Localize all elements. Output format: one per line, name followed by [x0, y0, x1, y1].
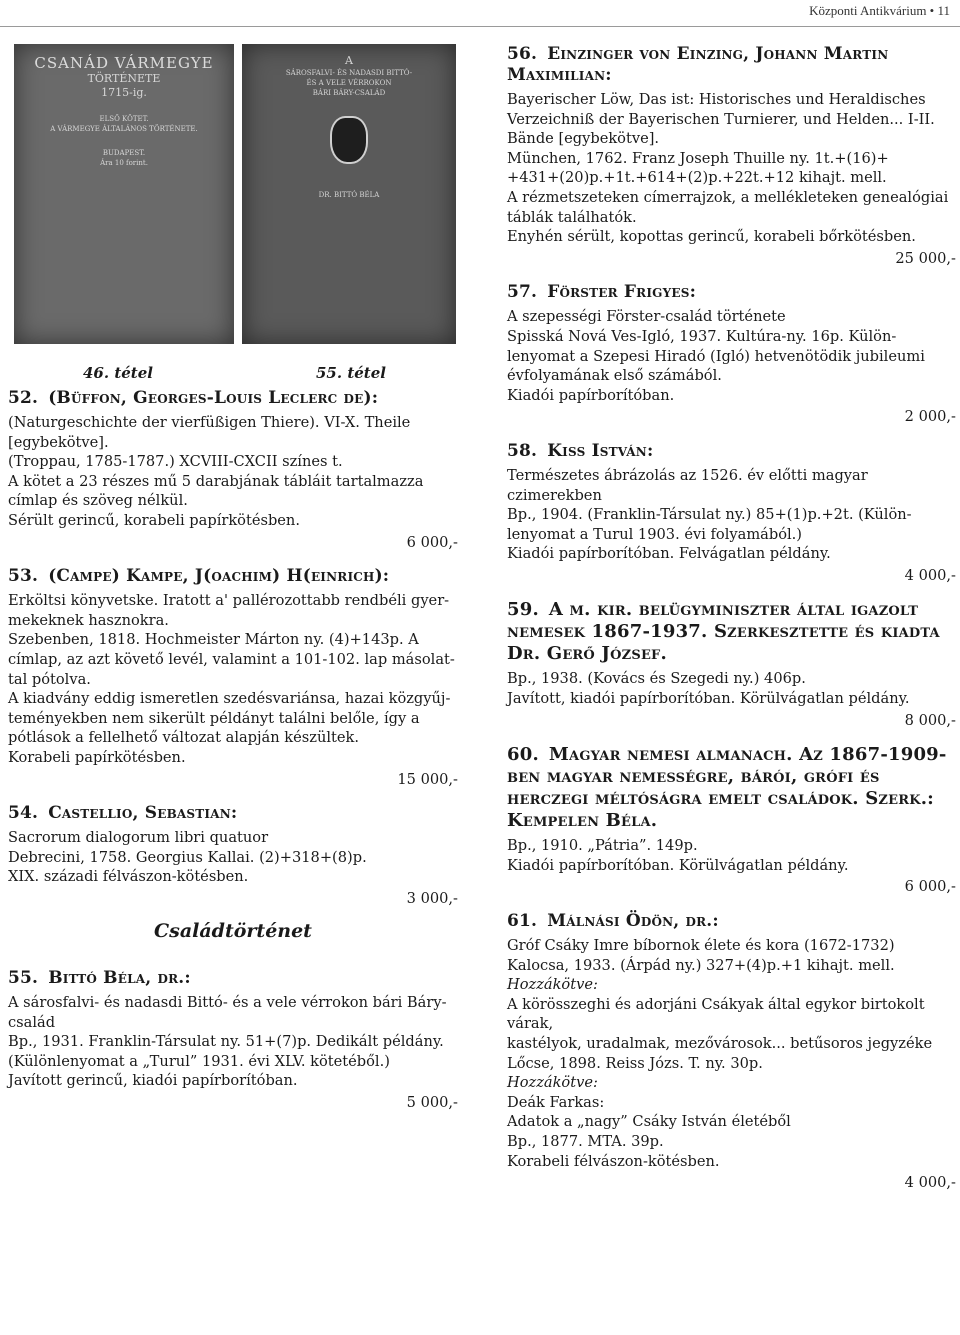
cover-line: ELSŐ KÖTET. [99, 115, 149, 123]
entry-number: 55. [8, 968, 39, 989]
entry-description-line: Korabeli papírkötésben. [8, 748, 186, 766]
entry-author-title: Málnási Ödön, dr.: [547, 911, 719, 932]
catalog-entry [507, 282, 956, 427]
cover-line: CSANÁD VÁRMEGYE [34, 54, 214, 72]
cover-line: BÁRI BÁRY-CSALÁD [312, 89, 386, 97]
cover-line: DR. BITTÓ BÉLA [318, 191, 380, 199]
entry-description-line: évfolyamának első számából. [507, 367, 722, 385]
entry-author-title: Förster Frigyes: [547, 282, 697, 303]
catalog-entry [507, 911, 956, 1193]
entry-heading [8, 388, 458, 409]
entry-description-line: Kiadói papírborítóban. [507, 386, 675, 404]
left-entries [8, 388, 458, 908]
bound-with-label: Hozzákötve: [507, 976, 598, 994]
cover-line: ÉS A VELE VÉRROKON [306, 79, 392, 87]
page-header [0, 0, 960, 27]
entry-description-line: +431+(20)p.+1t.+614+(2)p.+22t.+12 kihajt. mell. [507, 169, 887, 187]
entry-heading [507, 44, 956, 86]
catalog-entry [8, 566, 458, 789]
catalog-entry [507, 44, 956, 268]
entry-author-title: A m. kir. belügyminiszter által igazolt nemesek 1867-1937. Szerkesztette és kiadta Dr. Gerő József. [507, 599, 940, 665]
entry-description-line: Kiadói papírborítóban. Körülvágatlan példány. [507, 856, 849, 874]
entry-description-line: család [8, 1013, 56, 1031]
cover-line: TÖRTÉNETE [87, 72, 161, 85]
right-column [507, 44, 956, 1207]
entry-description-line: Bayerischer Löw, Das ist: Historisches und Heraldisches [507, 91, 926, 108]
entry-description-line: A sárosfalvi- és nadasdi Bittó- és a vele vérrokon bári Báry- [8, 994, 447, 1012]
entry-author-title: (Campe) Kampe, J(oachim) H(einrich): [48, 566, 390, 587]
entry-heading [507, 599, 956, 665]
entry-author-title: Castellio, Sebastian: [48, 803, 238, 824]
entry-description-line: A kötet a 23 részes mű 5 darabjának tábláit tartalmazza [8, 472, 424, 490]
entry-description-line: Kalocsa, 1933. (Árpád ny.) 327+(4)p.+1 kihajt. mell. [507, 956, 895, 974]
catalog-entry [8, 388, 458, 552]
coat-of-arms-icon [330, 116, 368, 164]
entry-heading [8, 803, 458, 824]
entry-description-line: A szepességi Förster-család története [507, 308, 786, 326]
entry-description-line: mekeknek hasznokra. [8, 611, 169, 629]
entry-price: 5 000,- [406, 1094, 458, 1112]
entry-author-title: (Büffon, Georges-Louis Leclerc de): [48, 388, 379, 408]
entry-price: 25 000,- [895, 249, 956, 267]
entry-description-line: Bp., 1938. (Kovács és Szegedi ny.) 406p. [507, 670, 806, 688]
entry-description-line: (Troppau, 1785-1787.) XCVIII-CXCII színes t. [8, 453, 343, 471]
entry-author-title: Kiss István: [547, 440, 654, 461]
entry-description-line: lenyomat a Turul 1903. évi folyamából.) [507, 525, 803, 543]
cover-line [28, 100, 220, 114]
catalog-entry [8, 968, 458, 1113]
cover-line: A VÁRMEGYE ÁLTALÁNOS TÖRTÉNETE. [50, 125, 198, 133]
entry-description-line: A rézmetszeteken címerrajzok, a mellékleteken genealógiai [507, 188, 949, 206]
entry-description-line: Szebenben, 1818. Hochmeister Márton ny. (4)+143p. A [8, 631, 419, 649]
entry-description-line: kastélyok, uradalmak, mezővárosok... betűsoros jegyzéke [507, 1035, 933, 1052]
entry-number: 61. [507, 911, 538, 932]
catalog-entry [507, 441, 956, 586]
book-cover-photo-46 [14, 44, 234, 344]
entry-price: 6 000,- [904, 878, 956, 896]
cover-line [28, 134, 220, 148]
entry-description-line: táblák találhatók. [507, 208, 637, 226]
entry-description-line: Természetes ábrázolás az 1526. év előtti magyar czimerekben [507, 466, 868, 504]
entry-heading [8, 968, 458, 989]
entry-description-line: Bp., 1904. (Franklin-Társulat ny.) 85+(1)p.+2t. (Külön- [507, 506, 912, 524]
entry-description-line: címlap, az azt követő levél, valamint a 101-102. lap másolat- [8, 650, 455, 668]
entry-author-title: Bittó Béla, dr.: [48, 968, 191, 989]
entry-description-line: Sérült gerincű, korabeli papírkötésben. [8, 511, 300, 529]
entry-number: 59. [507, 599, 539, 621]
entry-heading [507, 911, 956, 932]
entry-price: 2 000,- [904, 408, 956, 426]
catalog-entry [8, 803, 458, 908]
entry-description-line: Erköltsi könyvetske. Iratott a' pallérozottabb rendbéli gyer- [8, 592, 450, 610]
entry-description-line: Bp., 1931. Franklin-Társulat ny. 51+(7)p. Dedikált példány. [8, 1033, 444, 1051]
entry-heading [507, 282, 956, 303]
entry-description-line: Gróf Csáky Imre bíbornok élete és kora (1672-1732) [507, 937, 895, 955]
entry-number: 53. [8, 566, 39, 587]
cover-line: 1715-ig. [101, 86, 147, 99]
entry-price: 8 000,- [904, 711, 956, 729]
cover-text-55 [256, 54, 442, 334]
cover-line: A [345, 54, 353, 67]
entry-number: 54. [8, 803, 39, 824]
catalog-entry [507, 599, 956, 730]
cover-text-46 [28, 54, 220, 334]
entry-description-line: Korabeli félvászon-kötésben. [507, 1152, 720, 1170]
entry-description-line: Javított gerincű, kiadói papírborítóban. [8, 1072, 298, 1090]
cover-line: SÁROSFALVI- ÉS NADASDI BITTÓ- [285, 69, 413, 77]
cover-line: Ára 10 forint. [100, 159, 148, 167]
cover-line: BUDAPEST. [102, 149, 146, 157]
entry-description-line: A kiadvány eddig ismeretlen szedésvariánsa, hazai közgyűj- [8, 690, 451, 708]
entry-description-line: XIX. századi félvászon-kötésben. [8, 868, 249, 886]
entry-description-line: Enyhén sérült, kopottas gerincű, korabeli bőrkötésben. [507, 228, 916, 246]
entry-description-line: Adatok a „nagy” Csáky István életéből [507, 1113, 791, 1131]
entry-author-title: Magyar nemesi almanach. Az 1867-1909-ben magyar nemességre, bárói, grófi és herczegi méltóságra emelt családok. Szerk.: Kempelen Béla. [507, 744, 947, 832]
entry-description-line: [egybekötve]. [8, 433, 109, 451]
entry-description-line: A körösszeghi és adorjáni Csákyak által egykor birtokolt várak, [507, 995, 925, 1033]
entry-price: 15 000,- [397, 770, 458, 788]
entry-description-line: Lőcse, 1898. Reiss Józs. T. ny. 30p. [507, 1054, 763, 1072]
entry-number: 60. [507, 744, 539, 766]
entry-number: 57. [507, 282, 538, 303]
entry-description-line: (Naturgeschichte der vierfüßigen Thiere). VI-X. Theile [8, 414, 411, 431]
entry-price: 6 000,- [406, 533, 458, 551]
entry-heading [507, 441, 956, 462]
entry-price: 3 000,- [406, 889, 458, 907]
entry-heading [8, 566, 458, 587]
photo-caption-46: 46. tétel [83, 364, 153, 382]
entry-description-line: Bände [egybekötve]. [507, 130, 660, 148]
entry-description-line: lenyomat a Szepesi Hiradó (Igló) hetvenötödik jubileumi [507, 347, 925, 365]
running-header: Központi Antikvárium • 11 [809, 3, 950, 18]
entry-number: 58. [507, 440, 538, 461]
entry-description-line: Bp., 1910. „Pátria”. 149p. [507, 837, 698, 855]
entry-description-line: Deák Farkas: [507, 1093, 605, 1111]
entry-description-line: Spisská Nová Ves-Igló, 1937. Kultúra-ny. 16p. Külön- [507, 327, 897, 345]
section-title: Családtörténet [154, 920, 312, 943]
entry-description-line: Debrecini, 1758. Georgius Kallai. (2)+318+(8)p. [8, 848, 367, 866]
entry-price: 4 000,- [904, 1174, 956, 1192]
entry-author-title: Einzinger von Einzing, Johann Martin Maximilian: [507, 44, 889, 85]
entry-heading [507, 744, 956, 832]
left-entries-family-history [8, 968, 458, 1113]
cover-line [256, 176, 442, 190]
entry-description-line: Verzeichniß der Bayerischen Turnierer, und Helden... I-II. [507, 110, 935, 128]
entry-description-line: München, 1762. Franz Joseph Thuille ny. 1t.+(16)+ [507, 149, 889, 167]
entry-description-line: címlap és szöveg nélkül. [8, 492, 188, 510]
catalog-entry [507, 744, 956, 897]
entry-number: 56. [507, 44, 538, 64]
entry-description-line: pótlások a fellelhető változat alapján készültek. [8, 729, 359, 747]
photo-caption-55: 55. tétel [316, 364, 386, 382]
entry-description-line: (Különlenyomat a „Turul” 1931. évi XLV. kötetéből.) [8, 1052, 390, 1070]
right-entries [507, 44, 956, 1193]
entry-price: 4 000,- [904, 566, 956, 584]
entry-number: 52. [8, 388, 39, 408]
entry-description-line: Bp., 1877. MTA. 39p. [507, 1132, 664, 1150]
bound-with-label: Hozzákötve: [507, 1074, 598, 1092]
entry-description-line: tal pótolva. [8, 670, 91, 688]
entry-description-line: Sacrorum dialogorum libri quatuor [8, 829, 269, 847]
entry-description-line: teményekben nem sikerült példányt találni belőle, így a [8, 709, 420, 727]
left-column [8, 388, 458, 1127]
book-cover-photo-55 [242, 44, 456, 344]
entry-description-line: Javított, kiadói papírborítóban. Körülvágatlan példány. [507, 690, 910, 708]
entry-description-line: Kiadói papírborítóban. Felvágatlan példány. [507, 545, 831, 563]
